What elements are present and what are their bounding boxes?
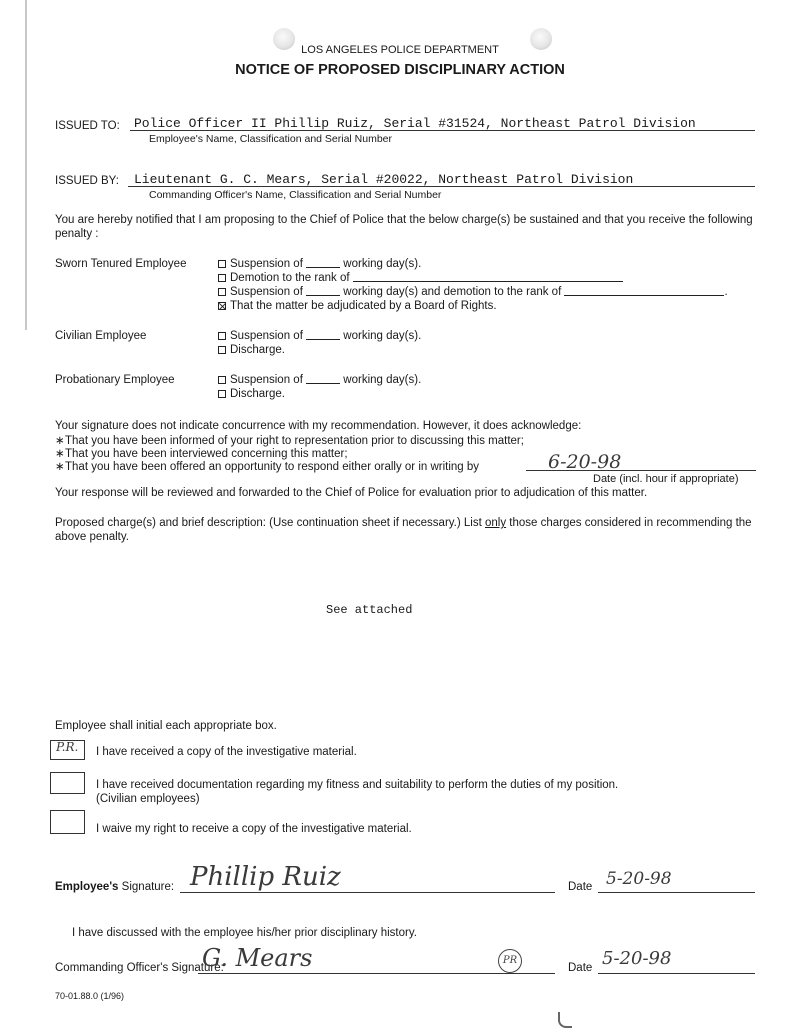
department-name: LOS ANGELES POLICE DEPARTMENT [301,44,499,56]
co-date-line [598,973,755,974]
civilian-discharge-checkbox[interactable] [218,346,226,354]
history-text: I have discussed with the employee his/her prior disciplinary history. [72,927,417,939]
co-signature-label: Commanding Officer's Signature: [55,962,224,974]
issued-to-label: ISSUED TO: [55,120,120,132]
issued-by-caption: Commanding Officer's Name, Classification and Serial Number [149,189,442,201]
respond-date-caption: Date (incl. hour if appropriate) [593,473,739,485]
co-initials-circle: PR [498,949,522,973]
initial-text-fitness-sub: (Civilian employees) [96,793,200,805]
sworn-option-suspension: Suspension of working day(s). [218,258,421,270]
notice-text: You are hereby notified that I am proposing to the Chief of Police that the below charge(s) be sustained and that you receive the following penalty : [55,214,753,240]
issued-to-caption: Employee's Name, Classification and Serial Number [149,133,393,145]
initial-text-waive: I waive my right to receive a copy of the investigative material. [96,823,412,835]
charges-instructions: Proposed charge(s) and brief description: (Use continuation sheet if necessary.) List only those charges considered in recommending the above penalty. [55,517,752,543]
acknowledge-intro: Your signature does not indicate concurrence with my recommendation. However, it does acknowledge: [55,420,582,432]
probationary-label: Probationary Employee [55,374,175,386]
sworn-option-board-of-rights: That the matter be adjudicated by a Board of Rights. [218,300,497,312]
acknowledge-item-3: ∗That you have been offered an opportunity to respond either orally or in writing by [55,461,480,473]
sworn-suspension-checkbox[interactable] [218,260,226,268]
initials-intro: Employee shall initial each appropriate box. [55,720,277,732]
employee-date-line [598,892,755,893]
co-date-label: Date [568,962,593,974]
civilian-option-discharge: Discharge. [218,344,285,356]
initial-box-waive[interactable] [50,810,85,834]
civilian-option-suspension: Suspension of working day(s). [218,330,421,342]
sworn-demotion-checkbox[interactable] [218,274,226,282]
acknowledge-item-2: ∗That you have been interviewed concerning this matter; [55,448,348,460]
respond-date: 6-20-98 [548,451,622,473]
probationary-suspension-checkbox[interactable] [218,376,226,384]
employee-signature-line [180,892,555,893]
employee-signature: Phillip Ruiz [190,862,341,892]
page-title: NOTICE OF PROPOSED DISCIPLINARY ACTION [235,62,565,78]
civilian-suspension-checkbox[interactable] [218,332,226,340]
issued-by-value: Lieutenant G. C. Mears, Serial #20022, Northeast Patrol Division [134,172,634,187]
co-date: 5-20-98 [602,948,672,969]
initial-text-fitness: I have received documentation regarding my fitness and suitability to perform the duties of my position. [96,779,619,791]
sworn-suspension-demotion-checkbox[interactable] [218,288,226,296]
review-text: Your response will be reviewed and forwarded to the Chief of Police for evaluation prior to adjudication of this matter. [55,487,648,499]
sworn-option-suspension-demotion: Suspension of working day(s) and demotion to the rank of . [218,286,728,298]
charges-body: See attached [326,603,413,617]
acknowledge-item-1: ∗That you have been informed of your right to representation prior to discussing this matter; [55,435,524,447]
co-signature: G. Mears [202,944,313,972]
employee-signature-label: Employee's Signature: [55,881,175,893]
initial-box-fitness[interactable] [50,772,85,794]
employee-date-label: Date [568,881,593,893]
form-number: 70-01.88.0 (1/96) [55,991,125,1001]
sworn-label: Sworn Tenured Employee [55,258,187,270]
stray-mark [558,1012,572,1028]
probationary-discharge-checkbox[interactable] [218,390,226,398]
issued-by-label: ISSUED BY: [55,175,119,187]
probationary-option-suspension: Suspension of working day(s). [218,374,421,386]
co-signature-line [198,973,555,974]
probationary-option-discharge: Discharge. [218,388,285,400]
initial-box-received-copy-initials: P.R. [56,740,79,754]
employee-date: 5-20-98 [606,869,672,889]
sworn-board-of-rights-checkbox[interactable] [218,302,226,310]
civilian-label: Civilian Employee [55,330,147,342]
issued-to-value: Police Officer II Phillip Ruiz, Serial #31524, Northeast Patrol Division [134,116,696,131]
sworn-option-demotion: Demotion to the rank of [218,272,623,284]
initial-text-received-copy: I have received a copy of the investigative material. [96,746,357,758]
